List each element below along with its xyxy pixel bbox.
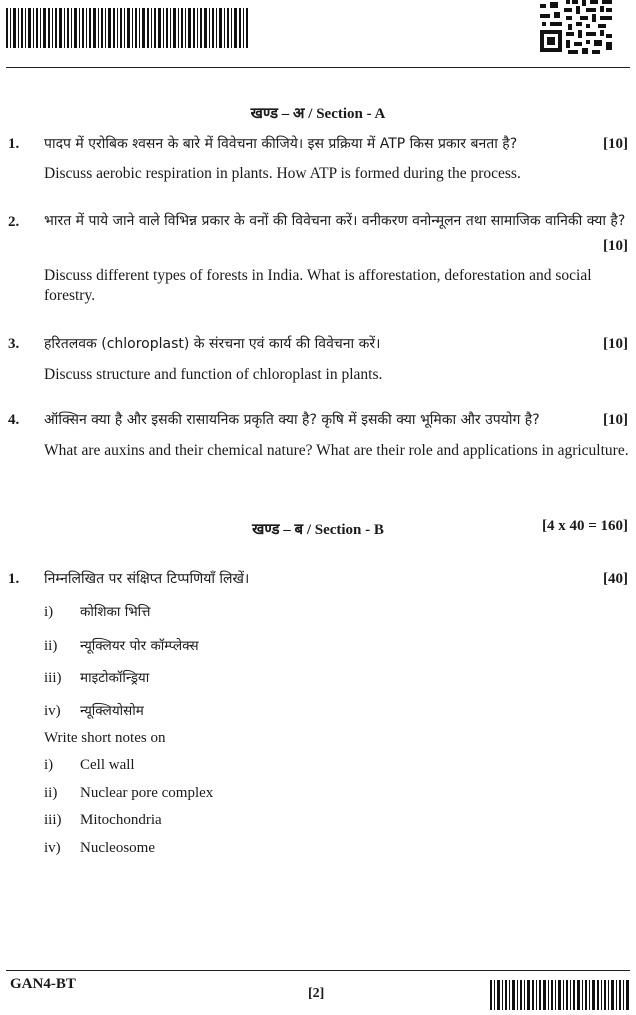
question-english-text: Write short notes on xyxy=(44,730,166,746)
list-item-number: i) xyxy=(44,757,54,773)
list-item-number: i) xyxy=(44,604,54,620)
list-item-text: Mitochondria xyxy=(80,812,162,828)
question-hindi-text: ऑक्सिन क्या है और इसकी रासायनिक प्रकृति क्या है? कृषि में इसकी क्या भूमिका और उपयोग है? xyxy=(44,412,540,428)
list-item-number: ii) xyxy=(44,785,58,801)
list-item-number: iv) xyxy=(44,703,61,719)
question-marks: [10] xyxy=(603,336,628,352)
question-marks: [10] xyxy=(603,412,628,428)
list-item-number: iii) xyxy=(44,670,62,686)
question-hindi-text: पादप में एरोबिक श्वसन के बारे में विवेचना कीजिये। इस प्रक्रिया में ATP किस प्रकार बनता है? xyxy=(44,136,518,152)
question-english-text: Discuss different types of forests in India. What is afforestation, deforestation and social forestry. xyxy=(44,267,592,304)
paper-code: GAN4-BT xyxy=(10,976,76,992)
question-hindi-text: हरितलवक (chloroplast) के संरचना एवं कार्य की विवेचना करें। xyxy=(44,336,381,352)
list-item xyxy=(44,812,162,829)
question-marks: [10] xyxy=(603,238,628,254)
question-english-text: What are auxins and their chemical nature? What are their role and applications in agriculture. xyxy=(44,442,629,459)
page-number: [2] xyxy=(308,986,325,1001)
list-item xyxy=(44,668,149,687)
list-item-text: Nuclear pore complex xyxy=(80,785,214,801)
question-hindi-text: निम्नलिखित पर संक्षिप्त टिप्पणियाँ लिखें। xyxy=(44,571,250,587)
list-item-text: कोशिका भित्ति xyxy=(80,604,151,620)
list-item-number: iii) xyxy=(44,812,62,828)
list-item-number: ii) xyxy=(44,638,58,654)
list-item-text: Nucleosome xyxy=(80,840,155,856)
question-number: 1. xyxy=(8,571,20,587)
list-item xyxy=(44,701,144,720)
top-rule xyxy=(6,67,630,68)
list-item xyxy=(44,840,155,857)
list-item-text: न्यूक्लियर पोर कॉम्प्लेक्स xyxy=(80,638,199,654)
section-b-total-marks: [4 x 40 = 160] xyxy=(541,518,628,534)
top-barcode xyxy=(6,8,248,48)
list-item xyxy=(44,757,135,774)
list-item-text: माइटोकॉन्ड्रिया xyxy=(80,670,150,686)
bottom-barcode xyxy=(490,980,630,1010)
section-b-title: खण्ड – ब / Section - B xyxy=(252,522,384,538)
qr-code xyxy=(540,0,612,54)
question-number: 2. xyxy=(8,214,20,230)
question-english-text: Discuss aerobic respiration in plants. How ATP is formed during the process. xyxy=(44,165,521,182)
list-item-number: iv) xyxy=(44,840,61,856)
question-number: 3. xyxy=(8,336,20,352)
question-number: 4. xyxy=(8,412,20,428)
list-item-text: न्यूक्लियोसोम xyxy=(80,703,144,719)
list-item-text: Cell wall xyxy=(80,757,135,773)
bottom-rule xyxy=(6,970,630,971)
question-number: 1. xyxy=(8,136,20,152)
question-hindi-text: भारत में पाये जाने वाले विभिन्न प्रकार के वनों की विवेचना करें। वनीकरण वनोन्मूलन तथा सामाजिक वानिकी क्या है? xyxy=(44,213,626,229)
list-item xyxy=(44,602,151,621)
list-item xyxy=(44,785,213,802)
question-marks: [40] xyxy=(603,571,628,587)
section-a-title: खण्ड – अ / Section - A xyxy=(250,106,386,122)
question-english-text: Discuss structure and function of chloroplast in plants. xyxy=(44,366,383,383)
question-marks: [10] xyxy=(603,136,628,152)
list-item xyxy=(44,636,199,655)
